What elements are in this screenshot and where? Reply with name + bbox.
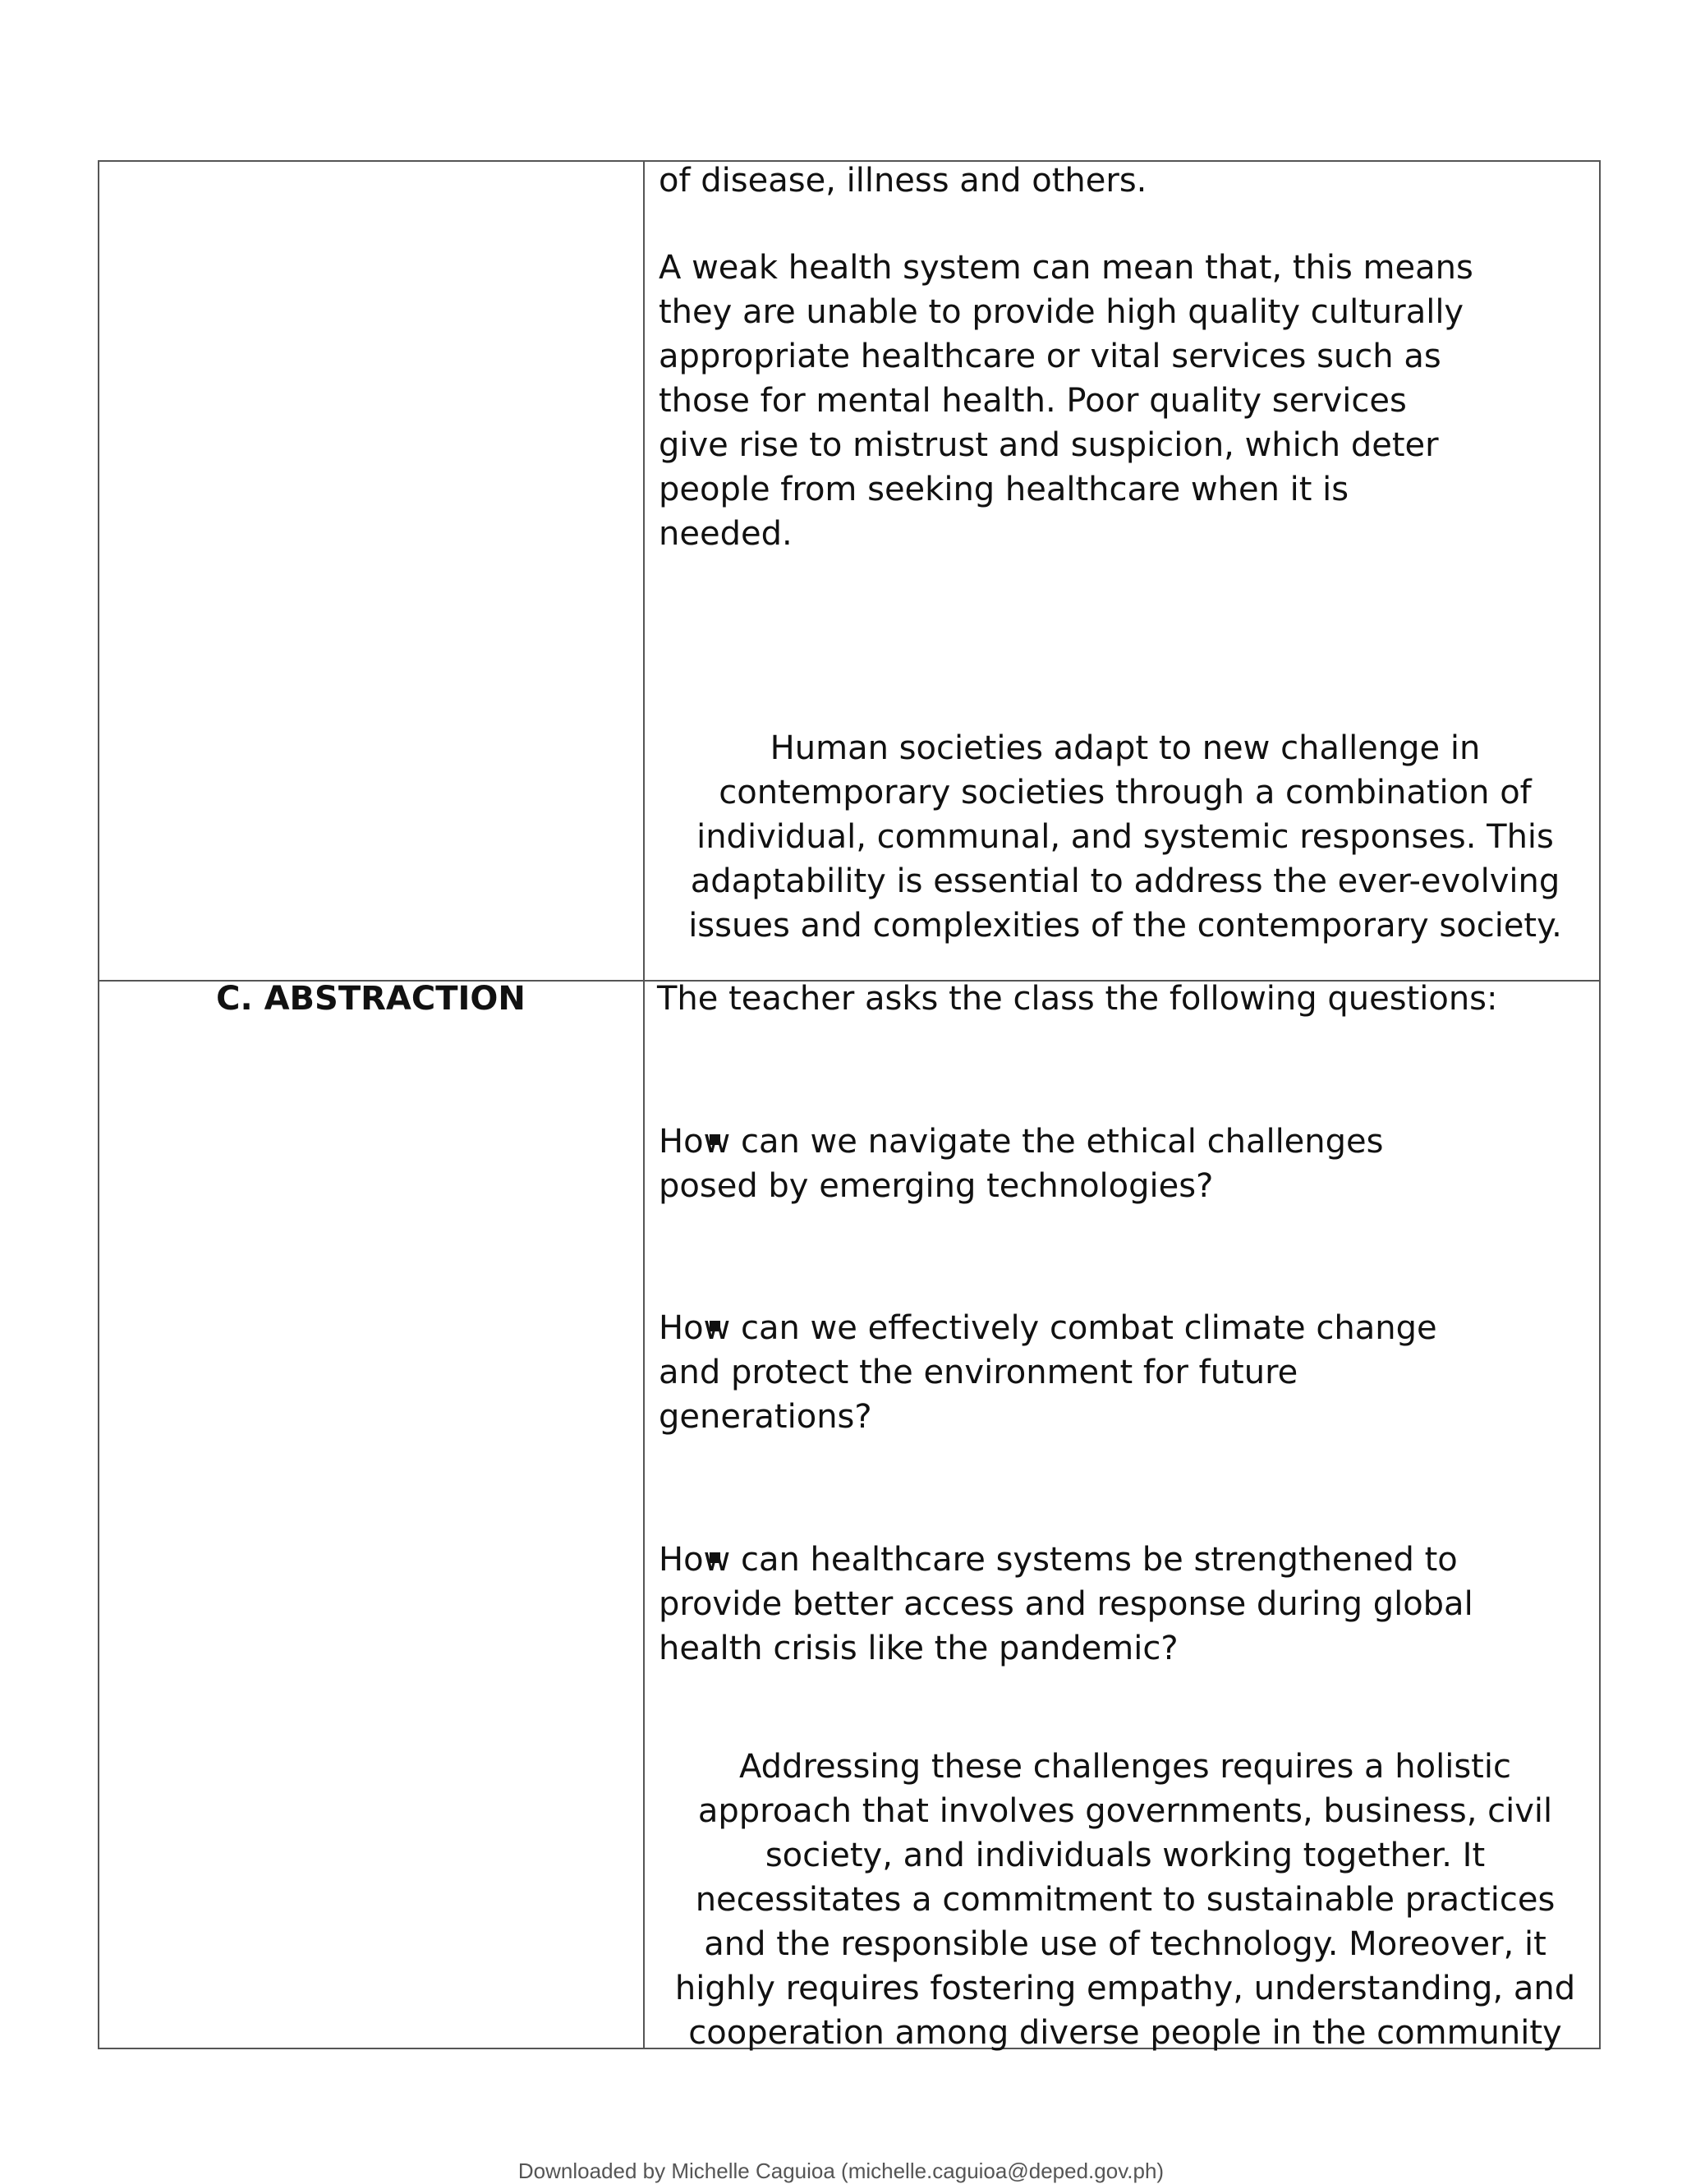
download-footer: Downloaded by Michelle Caguioa (michelle.caguioa@deped.gov.ph) (517, 2159, 1165, 2183)
question-item: How can healthcare systems be strengthened to provide better access and response during global health crisis like the pandemic? (659, 1541, 1473, 1667)
column-divider (643, 162, 645, 2048)
conclusion-paragraph: Addressing these challenges requires a holistic approach that involves governments, business, civil society, and individuals working together. It necessitates a commitment to sustainable practices and the responsible use of technology. Moreover, it highly requires fostering empathy, understanding, and cooperation among diverse people in the community (674, 1748, 1576, 2052)
continuation-text: of disease, illness and others. (659, 162, 1147, 200)
weak-health-paragraph: A weak health system can mean that, this means they are unable to provide high quality culturally appropriate healthcare or vital services such as those for mental health. Poor quality services give rise to mistrust and suspicion, which deter people from seeking healthcare when it is needed. (659, 249, 1473, 553)
adapt-paragraph: Human societies adapt to new challenge in contemporary societies through a combination of individual, communal, and systemic responses. This adaptability is essential to address the ever-evolving issues and complexities of the contemporary society. (688, 729, 1562, 945)
question-item: How can we effectively combat climate change and protect the environment for future generations? (659, 1309, 1437, 1436)
question-item: How can we navigate the ethical challenges posed by emerging technologies? (659, 1123, 1384, 1205)
abstraction-label: C. ABSTRACTION (216, 980, 526, 1018)
abstraction-intro: The teacher asks the class the following questions: (657, 980, 1498, 1018)
